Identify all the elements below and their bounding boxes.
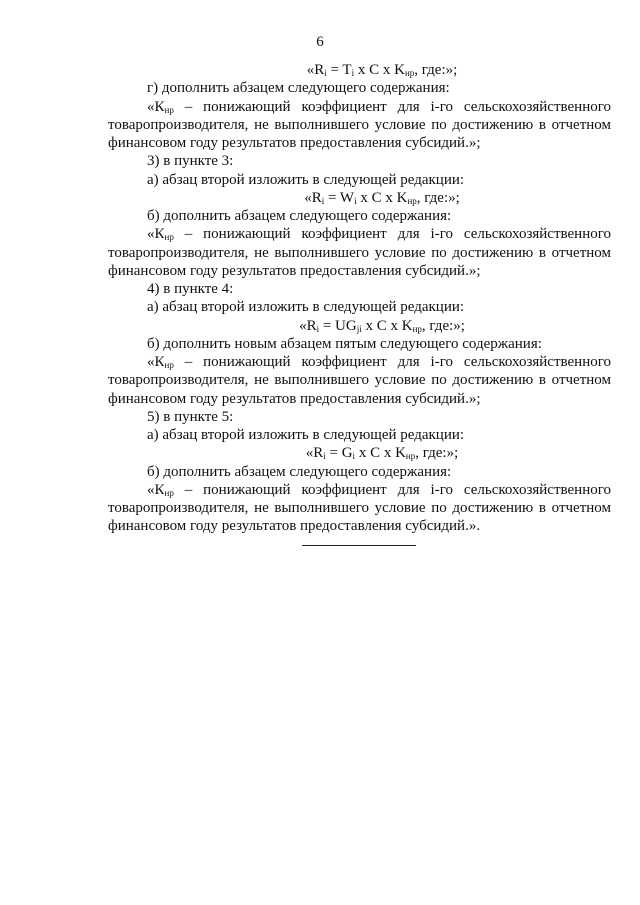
formula-middle: = UG — [319, 317, 357, 334]
formula-subscript: нр — [412, 323, 422, 334]
formula-subscript: i — [316, 323, 320, 334]
item-5-subitem-b: б) дополнить абзацем следующего содержания: — [147, 463, 452, 480]
subitem-g: г) дополнить абзацем следующего содержания: — [147, 80, 450, 97]
formula-subscript: нр — [407, 195, 417, 206]
definition-paragraph — [108, 481, 611, 536]
formula-open: «R — [305, 445, 324, 462]
definition-open: «К — [147, 481, 165, 498]
formula-subscript: нр — [404, 68, 415, 78]
item-3-subitem-a: а) абзац второй изложить в следующей редакции: — [147, 171, 465, 188]
formula-subscript: i — [354, 195, 357, 206]
formula-ri-ti — [108, 61, 611, 79]
formula-subscript: нр — [405, 451, 416, 462]
formula-ri-gi — [108, 444, 611, 462]
formula-open: «R — [299, 317, 317, 334]
definition-text: – понижающий коэффициент для i-го сельскохозяйственного товаропроизводителя, не выполнившего условие по достижению в отчетном финансовом году результатов предоставления субсидий.»; — [108, 226, 611, 279]
item-3-subitem-b: б) дополнить абзацем следующего содержания: — [147, 208, 452, 224]
formula-factors: x C x K — [354, 62, 405, 78]
formula-open: «R — [304, 189, 322, 206]
definition-paragraph — [108, 353, 611, 408]
formula-close: , где:»; — [421, 317, 465, 334]
item-5-heading: 5) в пункте 5: — [147, 408, 234, 425]
item-4-subitem-b: б) дополнить новым абзацем пятым следующего содержания: — [147, 335, 542, 352]
item-5-subitem-a: а) абзац второй изложить в следующей редакции: — [147, 427, 465, 443]
formula-close: , где:»; — [415, 445, 459, 462]
definition-open: «К — [147, 226, 165, 243]
formula-subscript: i — [324, 68, 327, 78]
definition-text: – понижающий коэффициент для i-го сельскохозяйственного товаропроизводителя, не выполнившего условие по достижению в отчетном финансовом году результатов предоставления субсидий.». — [108, 481, 611, 535]
formula-factors: x C x K — [355, 445, 406, 462]
formula-subscript: i — [351, 68, 355, 78]
formula-subscript: ji — [356, 323, 362, 334]
definition-open: «К — [147, 354, 165, 370]
definition-text: – понижающий коэффициент для i-го сельскохозяйственного товаропроизводителя, не выполнившего условие по достижению в отчетном финансовом году результатов предоставления субсидий.»; — [108, 98, 611, 151]
definition-subscript: нр — [164, 360, 174, 370]
item-3-heading: 3) в пункте 3: — [147, 153, 234, 170]
definition-subscript: нр — [164, 487, 174, 498]
formula-subscript: i — [323, 451, 326, 462]
formula-middle: = T — [326, 62, 352, 78]
closing-rule — [302, 545, 416, 546]
formula-close: , где:»; — [416, 189, 460, 206]
definition-open: «К — [147, 98, 165, 115]
item-4-subitem-a: а) абзац второй изложить в следующей редакции: — [147, 299, 465, 316]
definition-paragraph — [108, 98, 611, 153]
definition-subscript: нр — [164, 232, 174, 243]
formula-ri-ugji — [108, 317, 611, 335]
formula-factors: x C x K — [361, 317, 413, 334]
formula-open: «R — [306, 62, 325, 78]
item-4-heading: 4) в пункте 4: — [147, 281, 234, 297]
definition-subscript: нр — [164, 104, 174, 115]
definition-text: – понижающий коэффициент для i-го сельскохозяйственного товаропроизводителя, не выполнившего условие по достижению в отчетном финансовом году результатов предоставления субсидий.»; — [108, 354, 611, 407]
formula-middle: = G — [325, 445, 353, 462]
formula-middle: = W — [324, 189, 355, 206]
page-number: 6 — [316, 34, 324, 50]
document-body — [108, 61, 611, 536]
formula-factors: x C x K — [356, 189, 408, 206]
formula-close: , где:»; — [414, 62, 458, 78]
formula-subscript: i — [321, 195, 325, 206]
formula-subscript: i — [352, 451, 356, 462]
definition-paragraph — [108, 225, 611, 280]
formula-ri-wi — [108, 189, 611, 207]
